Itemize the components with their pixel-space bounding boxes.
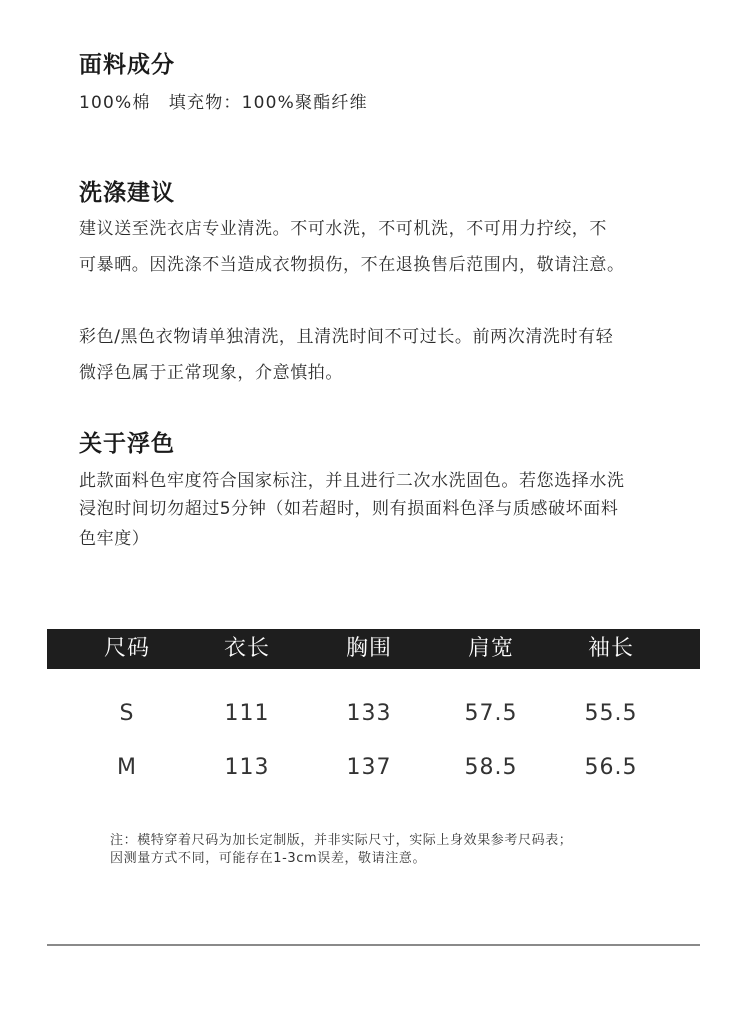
chest-header-cell: 胸围	[345, 636, 392, 661]
size-header-cell: 尺码	[103, 636, 150, 661]
table-cell-size: S	[119, 701, 135, 726]
size-table-header	[47, 629, 700, 669]
washing-title: 洗涤建议	[79, 180, 175, 206]
table-cell-size: M	[117, 755, 137, 780]
note-line-1: 注：模特穿着尺码为加长定制版，并非实际尺寸，实际上身效果参考尺码表；	[110, 833, 573, 848]
note-line-2: 因测量方式不同，可能存在1-3cm误差，敬请注意。	[110, 851, 427, 866]
table-cell-chest: 133	[346, 701, 392, 726]
fabric-composition: 100%棉 填充物：100%聚酯纤维	[79, 93, 368, 113]
length-header-cell: 衣长	[223, 636, 270, 661]
washing-line-1: 建议送至洗衣店专业清洗。不可水洗，不可机洗，不可用力拧绞，不	[79, 219, 607, 239]
table-cell-sleeve: 55.5	[584, 701, 638, 726]
table-cell-length: 113	[224, 755, 270, 780]
washing-line-4: 微浮色属于正常现象，介意慎拍。	[79, 363, 343, 383]
table-cell-chest: 137	[346, 755, 392, 780]
table-cell-sleeve: 56.5	[584, 755, 638, 780]
color-fading-line-2: 浸泡时间切勿超过5分钟（如若超时，则有损面料色泽与质感破坏面料	[79, 499, 619, 519]
washing-line-2: 可暴晒。因洗涤不当造成衣物损伤，不在退换售后范围内，敬请注意。	[79, 255, 625, 275]
sleeve-header-cell: 袖长	[587, 636, 634, 661]
color-fading-title: 关于浮色	[79, 431, 175, 457]
table-cell-shoulder: 57.5	[464, 701, 518, 726]
bottom-divider	[47, 944, 700, 946]
color-fading-line-3: 色牢度）	[79, 529, 150, 549]
table-cell-length: 111	[224, 701, 270, 726]
fabric-title: 面料成分	[79, 52, 175, 78]
shoulder-header-cell: 肩宽	[467, 636, 514, 661]
table-cell-shoulder: 58.5	[464, 755, 518, 780]
washing-line-3: 彩色/黑色衣物请单独清洗，且清洗时间不可过长。前两次清洗时有轻	[79, 327, 614, 347]
color-fading-line-1: 此款面料色牢度符合国家标注，并且进行二次水洗固色。若您选择水洗	[79, 471, 625, 491]
